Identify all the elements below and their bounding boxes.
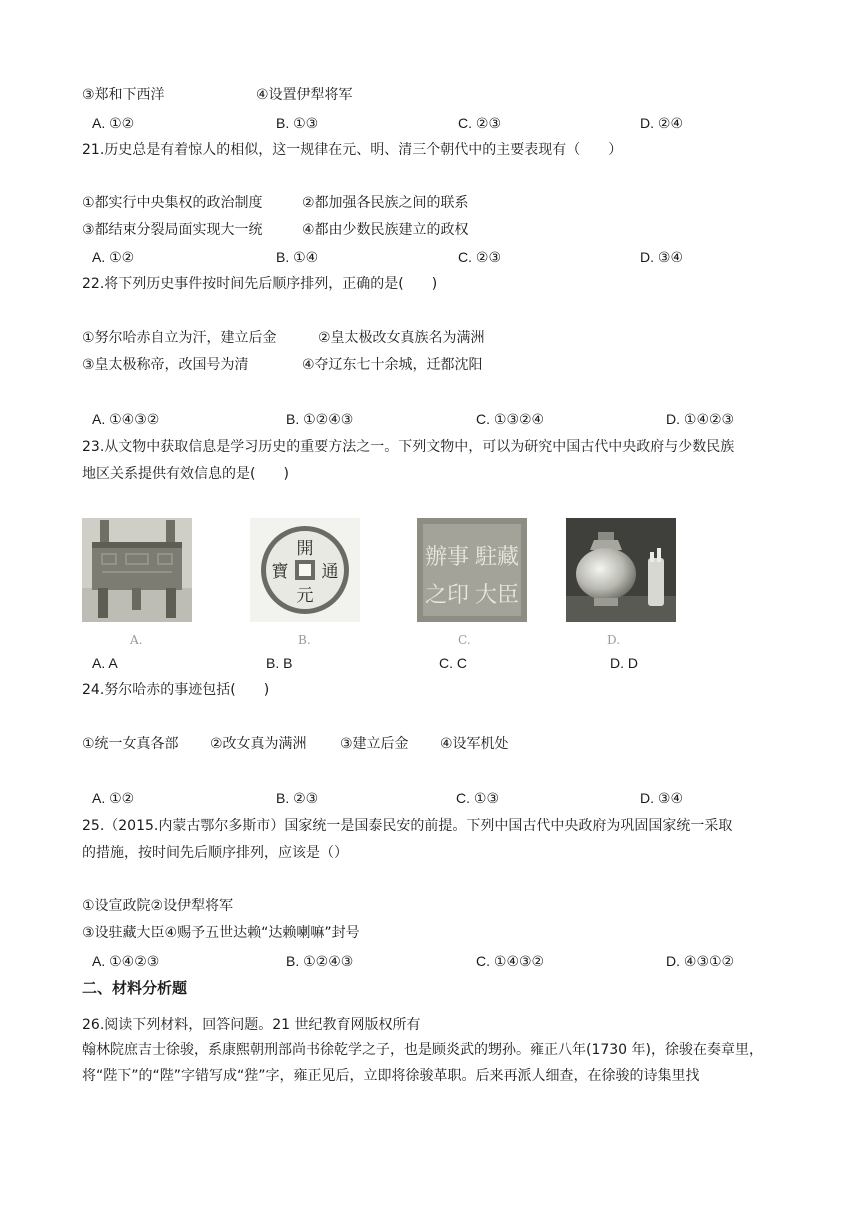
q22-item-2: ②皇太极改女真族名为满洲 xyxy=(318,330,485,346)
q24-item-2: ②改女真为满洲 xyxy=(210,736,307,752)
q21-item-1: ①都实行中央集权的政治制度 xyxy=(82,195,263,211)
q23-option-d: D. D xyxy=(610,655,638,671)
seal-chars-col4: 之印 xyxy=(424,583,470,608)
q23-stem-line1: 23.从文物中获取信息是学习历史的重要方法之一。下列文物中，可以为研究中国古代中央政府与少数民族 xyxy=(82,439,735,455)
q24-option-c: C. ①③ xyxy=(456,790,499,806)
q20-option-b: B. ①③ xyxy=(276,115,319,131)
artifact-c-seal-image xyxy=(417,518,527,622)
q23-option-a: A. A xyxy=(92,655,118,671)
q21-item-4: ④都由少数民族建立的政权 xyxy=(302,222,469,238)
q20-option-a: A. ①② xyxy=(92,115,135,131)
coin-char-bottom: 元 xyxy=(296,586,314,606)
q22-option-d: D. ①④②③ xyxy=(666,411,735,427)
q20-item-3: ③郑和下西洋 xyxy=(82,87,165,103)
q21-option-d: D. ③④ xyxy=(640,249,683,265)
seal-chars-col1: 駐藏 xyxy=(474,545,520,570)
q25-option-a: A. ①④②③ xyxy=(92,953,160,969)
q22-item-3: ③皇太极称帝，改国号为清 xyxy=(82,357,249,373)
q24-item-4: ④设军机处 xyxy=(440,736,509,752)
section-title: 二、材料分析题 xyxy=(82,979,188,997)
q25-option-d: D. ④③①② xyxy=(666,953,735,969)
artifact-a-caption: A. xyxy=(130,633,143,647)
q21-option-b: B. ①④ xyxy=(276,249,319,265)
q23-option-b: B. B xyxy=(266,655,293,671)
q22-option-c: C. ①③②④ xyxy=(476,411,545,427)
q25-items-line2: ③设驻藏大臣④赐予五世达赖“达赖喇嘛”封号 xyxy=(82,925,360,941)
q20-option-c: C. ②③ xyxy=(458,115,501,131)
q25-option-c: C. ①④③② xyxy=(476,953,545,969)
q25-option-b: B. ①②④③ xyxy=(286,953,354,969)
q22-item-1: ①努尔哈赤自立为汗，建立后金 xyxy=(82,330,277,346)
artifact-d-caption: D. xyxy=(607,633,621,647)
q24-option-d: D. ③④ xyxy=(640,790,683,806)
artifact-b-coin-image xyxy=(250,518,360,622)
coin-char-right: 通 xyxy=(321,562,339,582)
q21-option-c: C. ②③ xyxy=(458,249,501,265)
q24-option-a: A. ①② xyxy=(92,790,135,806)
q24-item-3: ③建立后金 xyxy=(340,736,409,752)
q25-stem-line2: 的措施，按时间先后顺序排列，应该是（） xyxy=(82,845,348,861)
q22-option-b: B. ①②④③ xyxy=(286,411,354,427)
q21-stem: 21.历史总是有着惊人的相似，这一规律在元、明、清三个朝代中的主要表现有（ ） xyxy=(82,142,623,158)
q25-items-line1: ①设宣政院②设伊犁将军 xyxy=(82,898,234,914)
q24-item-1: ①统一女真各部 xyxy=(82,736,179,752)
q24-option-b: B. ②③ xyxy=(276,790,319,806)
coin-char-left: 寶 xyxy=(271,562,289,582)
q22-item-4: ④夺辽东七十余城，迁都沈阳 xyxy=(302,357,483,373)
q21-item-2: ②都加强各民族之间的联系 xyxy=(302,195,469,211)
artifact-c-caption: C. xyxy=(458,633,471,647)
q25-stem-line1: 25.（2015.内蒙古鄂尔多斯市）国家统一是国泰民安的前提。下列中国古代中央政府为巩固国家统一采取 xyxy=(82,818,733,834)
q26-stem: 26.阅读下列材料，回答问题。21 世纪教育网版权所有 xyxy=(82,1017,421,1033)
q20-item-4: ④设置伊犁将军 xyxy=(256,87,353,103)
artifact-a-bronze-ding-image xyxy=(82,518,192,622)
seal-chars-col2: 辦事 xyxy=(424,545,470,570)
q21-item-3: ③都结束分裂局面实现大一统 xyxy=(82,222,263,238)
q21-option-a: A. ①② xyxy=(92,249,135,265)
q20-option-d: D. ②④ xyxy=(640,115,683,131)
artifact-b-caption: B. xyxy=(298,633,311,647)
q22-stem: 22.将下列历史事件按时间先后顺序排列，正确的是( ) xyxy=(82,276,438,292)
seal-chars-col3: 大臣 xyxy=(474,583,520,608)
q23-stem-line2: 地区关系提供有效信息的是( ) xyxy=(82,466,289,482)
q23-option-c: C. C xyxy=(439,655,467,671)
artifact-d-silver-vessel-image xyxy=(566,518,676,622)
q22-option-a: A. ①④③② xyxy=(92,411,160,427)
q26-material: 翰林院庶吉士徐骏，系康熙朝刑部尚书徐乾学之子，也是顾炎武的甥孙。雍正八年(1730 年)，徐骏在奏章里，将“陛下”的“陛”字错写成“狴”字，雍正见后，立即将徐骏革职。后来再派人细查，在徐骏的诗集里找 xyxy=(82,1042,764,1084)
coin-char-top: 開 xyxy=(296,539,314,559)
q24-stem: 24.努尔哈赤的事迹包括( ) xyxy=(82,682,270,698)
